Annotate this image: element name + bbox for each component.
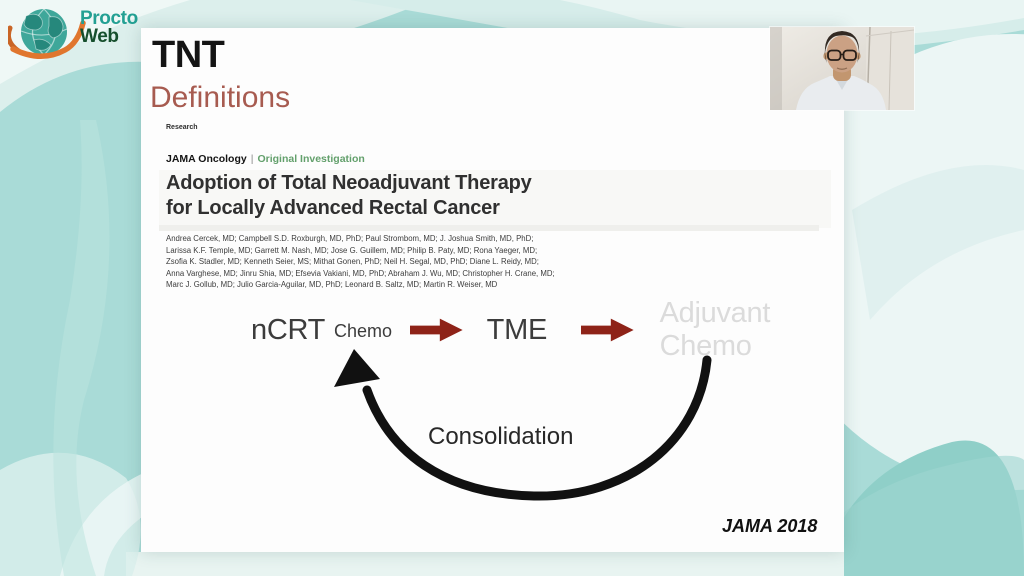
diagram-node-tme: TME — [486, 313, 547, 346]
paper-journal: JAMA Oncology — [166, 153, 247, 165]
paper-journal-line — [166, 153, 365, 165]
diagram-node-chemo: Chemo — [334, 320, 393, 341]
author-line: Marc J. Gollub, MD; Julio Garcia-Aguilar, MD, PhD; Leonard B. Saltz, MD; Martin R. Weiser, MD — [166, 280, 498, 289]
slide-subtitle: Definitions — [150, 81, 291, 114]
brand-logo — [8, 4, 158, 66]
brand-text-top: Procto — [80, 8, 138, 29]
presenter-avatar — [770, 27, 914, 110]
paper-title — [166, 171, 532, 221]
paper-running-head: Research — [166, 124, 198, 131]
slide-title: TNT — [152, 34, 225, 76]
flow-arrow-icon — [581, 317, 634, 343]
author-line: Zsofia K. Stadler, MD; Kenneth Seier, MS; Mithat Gonen, PhD; Neil H. Segal, MD, PhD; Diane L. Reidy, MD; — [166, 257, 539, 266]
flow-arrow-icon — [410, 317, 463, 343]
author-line: Larissa K.F. Temple, MD; Garrett M. Nash, MD; Jose G. Guillem, MD; Philip B. Paty, MD; Rona Yaeger, MD; — [166, 245, 538, 255]
paper-title-line1: Adoption of Total Neoadjuvant Therapy — [166, 172, 532, 194]
consolidation-label: Consolidation — [428, 423, 574, 450]
brand-text-bottom: Web — [80, 26, 119, 47]
brand-text — [80, 10, 138, 46]
paper-article-type: Original Investigation — [257, 153, 365, 165]
paper-title-scan-band — [159, 225, 819, 231]
presentation-slide — [141, 28, 844, 552]
author-line: Andrea Cercek, MD; Campbell S.D. Roxburgh, MD, PhD; Paul Strombom, MD; J. Joshua Smith, MD, PhD; — [166, 234, 534, 243]
author-line: Anna Varghese, MD; Jinru Shia, MD; Efsevia Vakiani, MD, PhD; Abraham J. Wu, MD; Christopher H. Crane, MD; — [166, 268, 555, 278]
tnt-diagram — [251, 297, 844, 362]
citation: JAMA 2018 — [722, 516, 818, 536]
paper-title-line2: for Locally Advanced Rectal Cancer — [166, 197, 500, 219]
webcam-video — [770, 27, 914, 110]
diagram-node-adjuvant-chemo: Adjuvant Chemo — [659, 297, 771, 362]
diagram-node-ncrt: nCRT — [251, 313, 326, 346]
journal-divider: | — [250, 153, 254, 165]
paper-authors — [166, 233, 555, 291]
